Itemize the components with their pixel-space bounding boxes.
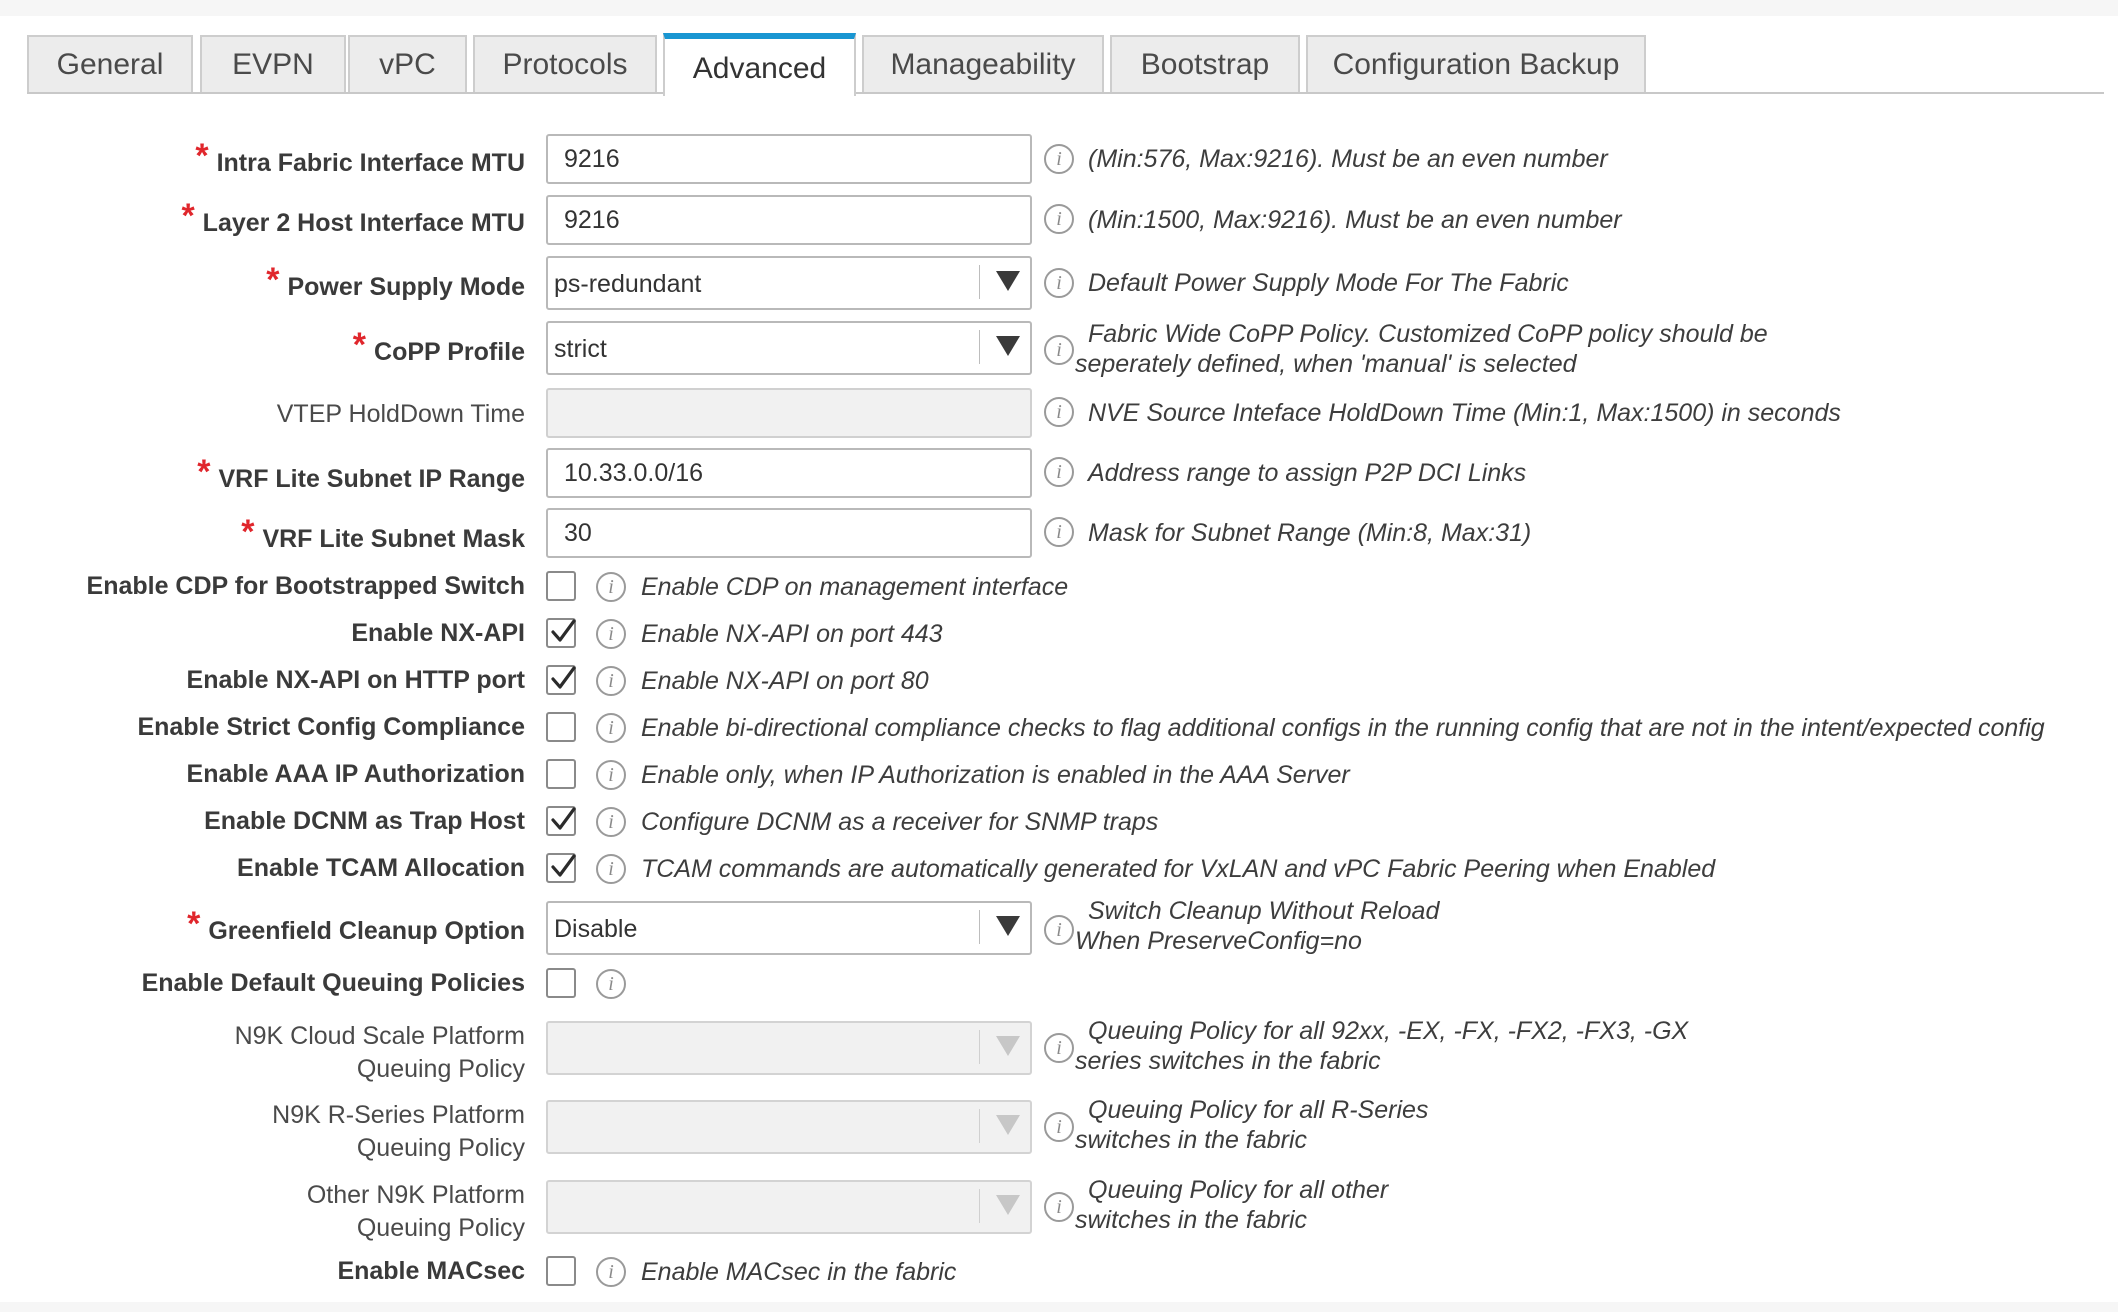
tab-manageability[interactable]: Manageability [862,35,1104,92]
n9k-rseries-label-line1: N9K R-Series Platform [272,1101,525,1129]
tab-bootstrap[interactable]: Bootstrap [1110,35,1300,92]
vtep-holddown-input[interactable] [546,388,1032,438]
intra-mtu-input[interactable] [546,134,1032,184]
default-queuing-label: Enable Default Queuing Policies [141,969,525,997]
l2-mtu-help: (Min:1500, Max:9216). Must be an even number [1088,206,1622,234]
bottom-strip [0,1302,2118,1312]
greenfield-help-line1: Switch Cleanup Without Reload [1088,897,1440,925]
power-supply-help: Default Power Supply Mode For The Fabric [1088,269,1569,297]
tab-evpn[interactable]: EVPN [200,35,346,92]
n9k-rseries-help-line1: Queuing Policy for all R-Series [1088,1096,1429,1124]
required-marker: * [195,137,209,175]
checkmark-icon [547,662,579,694]
vrf-range-label: * VRF Lite Subnet IP Range [197,453,525,493]
select-divider [979,265,980,299]
nxapi-http-label: Enable NX-API on HTTP port [186,666,525,694]
copp-select[interactable] [546,321,1032,375]
chevron-down-icon[interactable] [996,271,1020,291]
cdp-help: Enable CDP on management interface [641,573,1069,601]
vrf-range-help: Address range to assign P2P DCI Links [1088,459,1527,487]
macsec-checkbox[interactable] [546,1256,576,1286]
nxapi-label: Enable NX-API [351,619,525,647]
aaa-ip-help: Enable only, when IP Authorization is enabled in the AAA Server [641,761,1350,789]
info-circle-icon[interactable]: i [1044,1112,1074,1142]
info-circle-icon[interactable]: i [1044,915,1074,945]
strict-compliance-help: Enable bi-directional compliance checks to flag additional configs in the running config that are not in the intent/expected config [641,714,2045,742]
other-n9k-help-line1: Queuing Policy for all other [1088,1176,1389,1204]
info-circle-icon[interactable]: i [596,854,626,884]
select-divider [979,330,980,364]
tcam-checkbox[interactable] [546,853,576,883]
n9k-cloud-help-line1: Queuing Policy for all 92xx, -EX, -FX, -FX2, -FX3, -GX [1088,1017,1689,1045]
chevron-down-icon[interactable] [996,336,1020,356]
vrf-mask-label: * VRF Lite Subnet Mask [241,513,525,553]
required-marker: * [197,453,211,491]
required-marker: * [266,261,280,299]
vrf-mask-help: Mask for Subnet Range (Min:8, Max:31) [1088,519,1532,547]
vrf-range-input[interactable] [546,448,1032,498]
info-circle-icon[interactable]: i [1044,1033,1074,1063]
info-circle-icon[interactable]: i [1044,144,1074,174]
strict-compliance-label: Enable Strict Config Compliance [137,713,525,741]
nxapi-checkbox[interactable] [546,618,576,648]
required-marker: * [352,326,367,364]
vrf-mask-input[interactable] [546,508,1032,558]
macsec-help: Enable MACsec in the fabric [641,1258,957,1286]
info-circle-icon[interactable]: i [596,969,626,999]
power-supply-value: ps-redundant [554,270,702,298]
aaa-ip-label: Enable AAA IP Authorization [186,760,525,788]
copp-label: * CoPP Profile [352,326,525,366]
info-circle-icon[interactable]: i [1044,517,1074,547]
greenfield-help-line2: When PreserveConfig=no [1075,927,1362,955]
other-n9k-help-line2: switches in the fabric [1075,1206,1308,1234]
select-divider [979,1030,980,1064]
info-circle-icon[interactable]: i [1044,1192,1074,1222]
select-divider [979,910,980,944]
checkmark-icon [547,803,579,835]
info-circle-icon[interactable]: i [1044,397,1074,427]
tab-general[interactable]: General [27,35,193,92]
copp-help-line2: seperately defined, when 'manual' is selected [1075,350,1577,378]
chevron-down-icon[interactable] [996,1115,1020,1135]
info-circle-icon[interactable]: i [596,619,626,649]
strict-compliance-checkbox[interactable] [546,712,576,742]
greenfield-label: * Greenfield Cleanup Option [187,905,525,945]
other-n9k-select[interactable] [546,1180,1032,1234]
tab-protocols[interactable]: Protocols [473,35,657,92]
chevron-down-icon[interactable] [996,1036,1020,1056]
nxapi-http-help: Enable NX-API on port 80 [641,667,929,695]
l2-mtu-label: * Layer 2 Host Interface MTU [181,197,525,237]
tab-divider [27,92,2104,94]
intra-mtu-label: * Intra Fabric Interface MTU [195,137,525,177]
nxapi-help: Enable NX-API on port 443 [641,620,943,648]
tab-bar [0,0,2118,96]
n9k-rseries-help-line2: switches in the fabric [1075,1126,1308,1154]
default-queuing-checkbox[interactable] [546,968,576,998]
n9k-rseries-select[interactable] [546,1100,1032,1154]
n9k-cloud-select[interactable] [546,1021,1032,1075]
n9k-cloud-help-line2: series switches in the fabric [1075,1047,1381,1075]
tcam-label: Enable TCAM Allocation [237,854,525,882]
info-circle-icon[interactable]: i [1044,268,1074,298]
tab-configuration-backup[interactable]: Configuration Backup [1306,35,1646,92]
required-marker: * [241,513,255,551]
select-divider [979,1189,980,1223]
info-circle-icon[interactable]: i [596,807,626,837]
copp-help-line1: Fabric Wide CoPP Policy. Customized CoPP policy should be [1088,320,1768,348]
tab-vpc[interactable]: vPC [348,35,467,92]
nxapi-http-checkbox[interactable] [546,665,576,695]
info-circle-icon[interactable]: i [1044,204,1074,234]
greenfield-value: Disable [554,915,638,943]
copp-value: strict [554,335,607,363]
tab-advanced[interactable]: Advanced [663,33,856,96]
info-circle-icon[interactable]: i [596,572,626,602]
required-marker: * [187,905,201,943]
greenfield-select[interactable] [546,901,1032,955]
n9k-rseries-label-line2: Queuing Policy [356,1134,525,1162]
cdp-checkbox[interactable] [546,571,576,601]
info-circle-icon[interactable]: i [596,666,626,696]
dcnm-trap-label: Enable DCNM as Trap Host [204,807,525,835]
intra-mtu-help: (Min:576, Max:9216). Must be an even number [1088,145,1608,173]
dcnm-trap-checkbox[interactable] [546,806,576,836]
vtep-holddown-label: VTEP HoldDown Time [276,400,525,428]
required-marker: * [181,197,195,235]
cdp-label: Enable CDP for Bootstrapped Switch [86,572,525,600]
checkmark-icon [547,850,579,882]
info-circle-icon[interactable]: i [596,1257,626,1287]
info-circle-icon[interactable]: i [596,760,626,790]
vtep-holddown-help: NVE Source Inteface HoldDown Time (Min:1, Max:1500) in seconds [1088,399,1841,427]
power-supply-label: * Power Supply Mode [266,261,525,301]
macsec-label: Enable MACsec [337,1257,525,1285]
info-circle-icon[interactable]: i [1044,457,1074,487]
info-circle-icon[interactable]: i [1044,335,1074,365]
dcnm-trap-help: Configure DCNM as a receiver for SNMP traps [641,808,1159,836]
power-supply-select[interactable] [546,256,1032,310]
other-n9k-label-line1: Other N9K Platform [306,1181,525,1209]
chevron-down-icon[interactable] [996,1195,1020,1215]
select-divider [979,1109,980,1143]
chevron-down-icon[interactable] [996,916,1020,936]
aaa-ip-checkbox[interactable] [546,759,576,789]
n9k-cloud-label-line2: Queuing Policy [356,1055,525,1083]
l2-mtu-input[interactable] [546,195,1032,245]
n9k-cloud-label-line1: N9K Cloud Scale Platform [234,1022,525,1050]
tcam-help: TCAM commands are automatically generated for VxLAN and vPC Fabric Peering when Enabled [641,855,1716,883]
checkmark-icon [547,615,579,647]
other-n9k-label-line2: Queuing Policy [356,1214,525,1242]
info-circle-icon[interactable]: i [596,713,626,743]
